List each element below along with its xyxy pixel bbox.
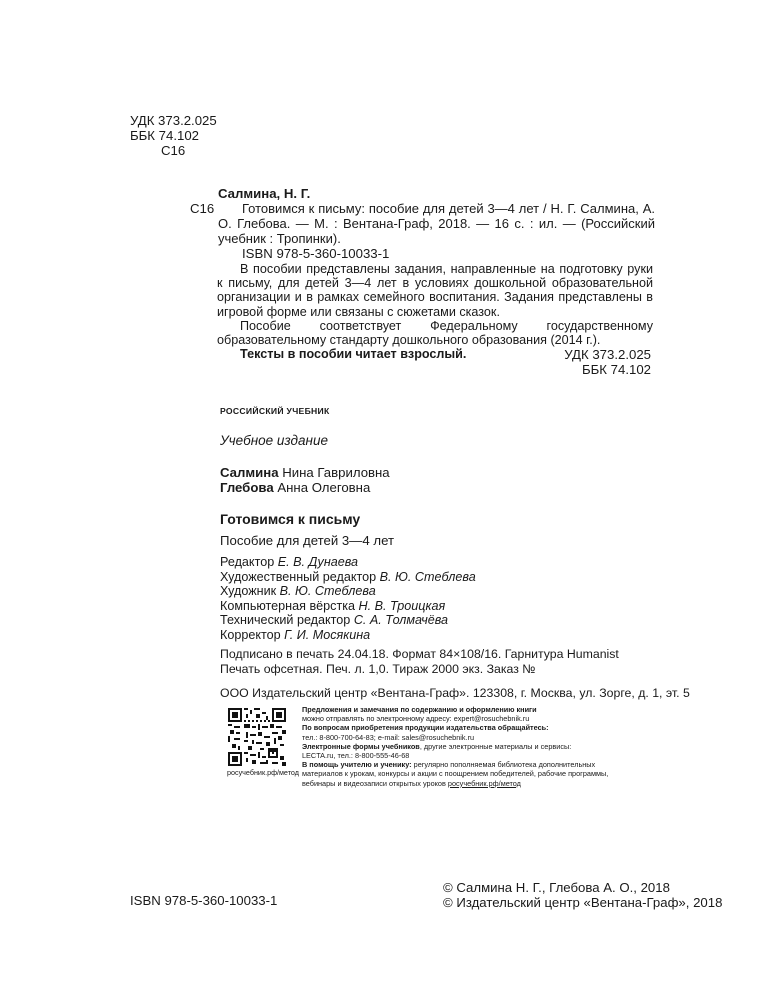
help-line bbox=[302, 760, 608, 769]
annotation-paragraph: Пособие соответствует Федеральному государственному образовательному стандарту дошкольного образования (2014 г.). bbox=[217, 318, 653, 348]
author-sign: С16 bbox=[161, 143, 186, 158]
eforms-tail: , другие электронные материалы и сервисы: bbox=[419, 741, 572, 751]
print-info-line: Печать офсетная. Печ. л. 1,0. Тираж 2000 экз. Заказ № bbox=[220, 662, 536, 676]
book-subtitle: Пособие для детей 3—4 лет bbox=[220, 533, 394, 548]
edition-type: Учебное издание bbox=[220, 433, 328, 448]
eforms-line bbox=[302, 742, 608, 751]
footer-copyright: © Салмина Н. Г., Глебова А. О., 2018 bbox=[443, 880, 670, 895]
author-surname: Глебова bbox=[220, 480, 274, 495]
qr-caption: росучебник.рф/метод bbox=[227, 768, 299, 777]
credit-role: Редактор bbox=[220, 555, 275, 569]
footer-isbn: ISBN 978-5-360-10033-1 bbox=[130, 893, 278, 908]
catalog-bbk: ББК 74.102 bbox=[582, 362, 651, 377]
help-link[interactable]: росучебник.рф/метод bbox=[447, 778, 521, 788]
credit-person: Е. В. Дунаева bbox=[277, 555, 359, 569]
annotation-paragraph: В пособии представлены задания, направленные на подготовку руки к письму, для детей 3—4 лет в условиях дошкольной образовательной организации и в рамках семейного воспитания. Задания представлены в игровой форме или связаны с сюжетами сказок. bbox=[217, 262, 653, 319]
author-line bbox=[220, 465, 390, 480]
credit-line bbox=[220, 570, 476, 585]
help-heading: В помощь учителю и ученику: bbox=[302, 760, 412, 770]
proposals-heading: Предложения и замечания по содержанию и оформлению книги bbox=[302, 705, 537, 714]
author-given-name: Анна Олеговна bbox=[277, 480, 371, 495]
print-info-line: Подписано в печать 24.04.18. Формат 84×108/16. Гарнитура Humanist bbox=[220, 647, 619, 661]
help-text-line: материалов к урокам, конкурсы и акции с поощрением победителей, рабочие программы, bbox=[302, 769, 609, 779]
contacts-block bbox=[302, 705, 608, 788]
credit-person: В. Ю. Стеблева bbox=[379, 569, 476, 584]
credit-person: Г. И. Мосякина bbox=[284, 627, 371, 642]
help-text: регулярно пополняемая библиотека дополнительных bbox=[411, 760, 596, 770]
credit-role: Художественный редактор bbox=[220, 569, 377, 584]
bbk-code: ББК 74.102 bbox=[130, 128, 199, 143]
author-given-name: Нина Гавриловна bbox=[282, 465, 390, 480]
qr-code-image bbox=[228, 708, 286, 766]
credit-person: Н. В. Троицкая bbox=[358, 598, 446, 613]
author-surname: Салмина bbox=[220, 465, 279, 480]
credit-line bbox=[220, 555, 476, 570]
credit-line bbox=[220, 584, 476, 599]
catalog-udk: УДК 373.2.025 bbox=[564, 347, 651, 362]
book-title: Готовимся к письму bbox=[220, 511, 361, 527]
eforms-text: LECTA.ru, тел.: 8-800-555-46-68 bbox=[302, 751, 410, 761]
footer-copyright: © Издательский центр «Вентана-Граф», 2018 bbox=[443, 895, 723, 910]
credit-line bbox=[220, 628, 476, 643]
help-text: вебинары и видеозаписи открытых уроков bbox=[302, 778, 448, 788]
udk-code: УДК 373.2.025 bbox=[130, 113, 217, 128]
credit-role: Художник bbox=[220, 584, 277, 599]
proposals-text: можно отправлять по электронному адресу: expert@rosuchebnik.ru bbox=[302, 714, 530, 724]
help-text-line bbox=[302, 779, 608, 788]
author-line bbox=[220, 480, 370, 495]
catalog-author-sign: С16 bbox=[190, 201, 215, 216]
annotation-note: Тексты в пособии читает взрослый. bbox=[240, 347, 467, 362]
credit-person: В. Ю. Стеблева bbox=[279, 584, 376, 599]
eforms-heading: Электронные формы учебников bbox=[302, 741, 420, 751]
credit-person: С. А. Толмачёва bbox=[353, 613, 449, 628]
series-logo: РОССИЙСКИЙ УЧЕБНИК bbox=[220, 406, 330, 416]
credit-line bbox=[220, 613, 476, 628]
purchase-heading: По вопросам приобретения продукции издательства обращайтесь: bbox=[302, 723, 549, 733]
credit-role: Технический редактор bbox=[220, 613, 351, 628]
catalog-author-heading: Салмина, Н. Г. bbox=[218, 186, 311, 201]
credit-role: Корректор bbox=[220, 627, 281, 642]
credit-line bbox=[220, 599, 476, 614]
purchase-text: тел.: 8-800-700-64-83; e-mail: sales@rosuchebnik.ru bbox=[302, 732, 475, 742]
catalog-description: Готовимся к письму: пособие для детей 3—4 лет / Н. Г. Салмина, А. О. Глебова. — М. : Вентана-Граф, 2018. — 16 с. : ил. — (Российский учебник : Тропинки). bbox=[218, 201, 655, 246]
catalog-isbn: ISBN 978-5-360-10033-1 bbox=[242, 246, 390, 261]
credits-list bbox=[220, 555, 476, 643]
publisher-address: ООО Издательский центр «Вентана-Граф». 123308, г. Москва, ул. Зорге, д. 1, эт. 5 bbox=[220, 686, 690, 700]
credit-role: Компьютерная вёрстка bbox=[220, 598, 356, 613]
